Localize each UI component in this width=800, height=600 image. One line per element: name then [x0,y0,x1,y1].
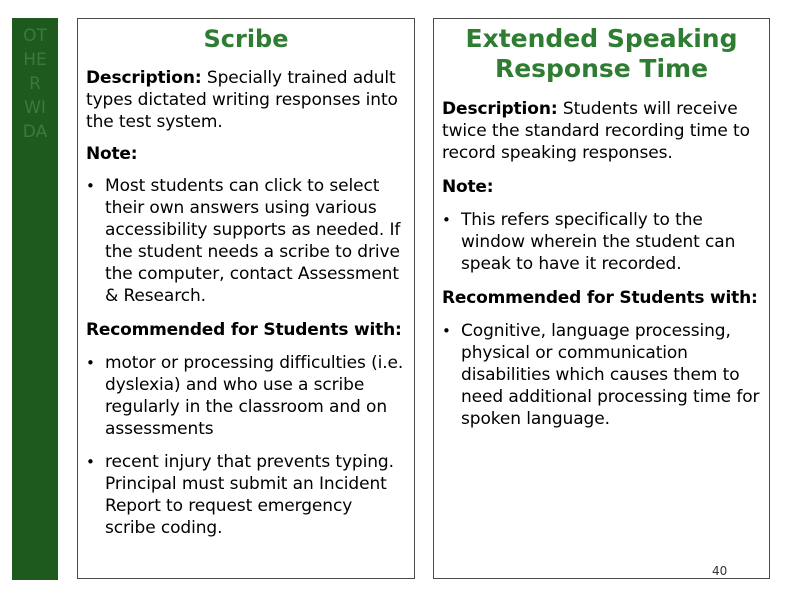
list-item-text: recent injury that prevents typing. Principal must submit an Incident Report to request emergency scribe coding. [105,452,394,538]
note-list [86,175,406,307]
list-item-text: This refers specifically to the window wherein the student can speak to have it recorded. [461,210,736,274]
recommended-list [86,352,406,539]
list-item [86,175,406,307]
note-list [442,209,761,275]
bullet-icon: • [442,322,451,340]
note-heading: Note: [442,177,494,197]
list-item [86,451,406,539]
list-item-text: Most students can click to select their own answers using various accessibility supports as needed. If the student needs a scribe to drive the computer, contact Assessment & Research. [105,176,401,306]
description-text: Specially trained adult types dictated writing responses into the test system. [86,68,398,132]
scribe-title: Scribe [203,25,289,53]
list-item [442,320,761,430]
bullet-icon: • [86,177,95,195]
sidebar-word: WI [24,98,46,118]
description-label: Description: [86,68,202,88]
sidebar-word: OT [23,26,47,46]
bullet-icon: • [86,354,95,372]
sidebar-word: DA [22,122,48,142]
recommended-heading: Recommended for Students with: [442,288,758,308]
recommended-heading: Recommended for Students with: [86,320,402,340]
sidebar-word: R [29,74,41,94]
description-text: Students will receive twice the standard recording time to record speaking responses. [442,99,750,163]
page-number: 40 [712,564,728,578]
sidebar-bar [12,18,58,580]
scribe-description [86,67,406,133]
bullet-icon: • [86,453,95,471]
extended-speaking-title: Extended Speaking Response Time [465,24,738,83]
extended-description [442,98,761,164]
sidebar-word: HE [23,50,47,70]
list-item-text: motor or processing difficulties (i.e. dyslexia) and who use a scribe regularly in the classroom and on assessments [105,353,404,439]
scribe-card [77,18,415,579]
description-label: Description: [442,99,558,119]
extended-speaking-card [433,18,770,579]
list-item [86,352,406,440]
list-item-text: Cognitive, language processing, physical or communication disabilities which causes them to need additional processing time for spoken language. [461,321,760,429]
bullet-icon: • [442,211,451,229]
list-item [442,209,761,275]
recommended-list [442,320,761,430]
note-heading: Note: [86,144,138,164]
